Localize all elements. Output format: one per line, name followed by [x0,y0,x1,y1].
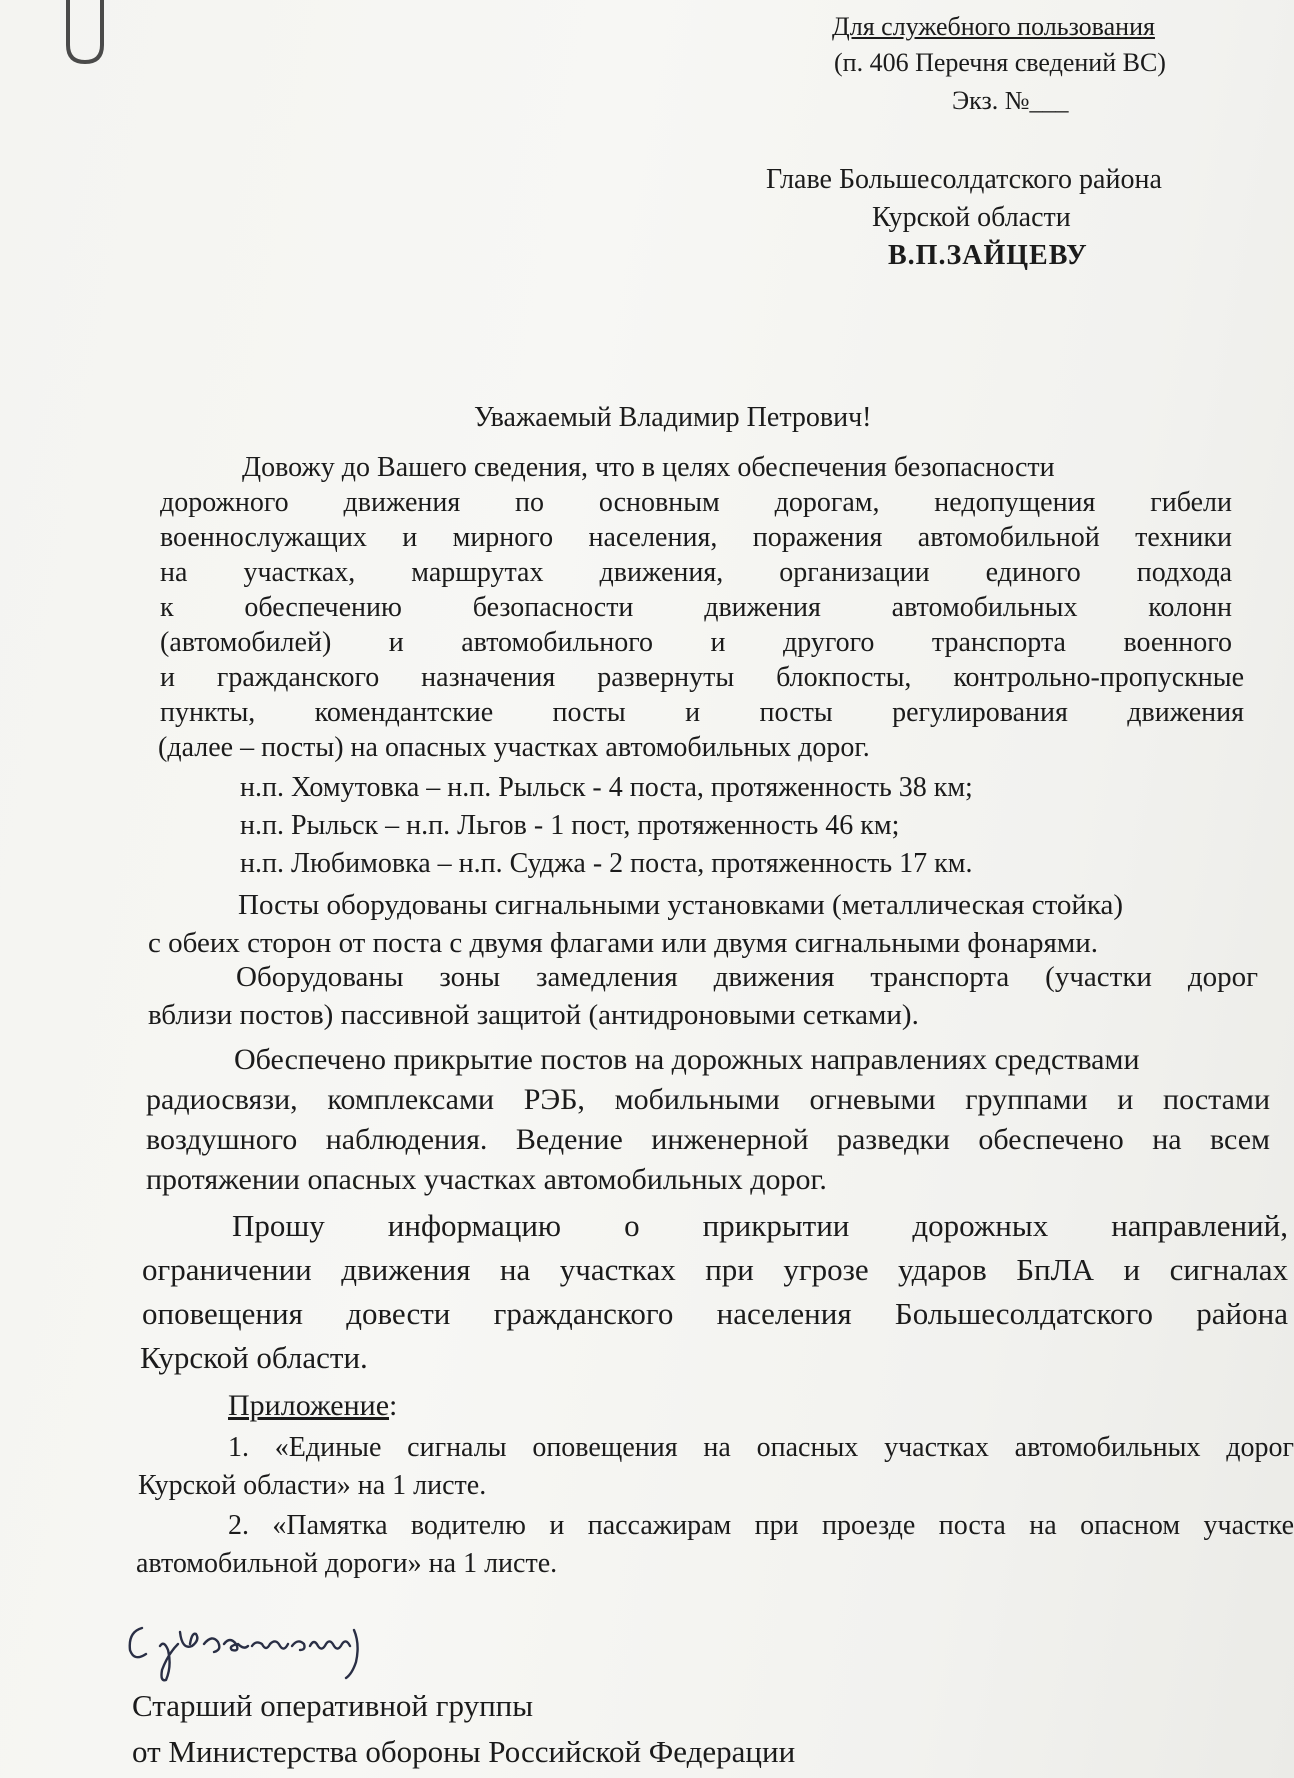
paragraph-1-line: (далее – посты) на опасных участках автомобильных дорог. [158,732,870,763]
paragraph-1-line: дорожного движения по основным дорогам, недопущения гибели [160,487,1232,518]
paragraph-1-line: Довожу до Вашего сведения, что в целях обеспечения безопасности [242,452,1055,483]
attachment-item-line: 1. «Единые сигналы оповещения на опасных участках автомобильных дорог [228,1432,1294,1463]
addressee-name: В.П.ЗАЙЦЕВУ [888,240,1088,271]
classification-reference: (п. 406 Перечня сведений ВС) [834,48,1166,77]
route-item: н.п. Любимовка – н.п. Суджа - 2 поста, протяженность 17 км. [240,848,973,879]
paragraph-4-line: радиосвязи, комплексами РЭБ, мобильными огневыми группами и постами [146,1083,1270,1116]
paragraph-4-line: воздушного наблюдения. Ведение инженерной разведки обеспечено на всем [146,1123,1270,1156]
paragraph-5-line: ограничении движения на участках при угрозе ударов БпЛА и сигналах [142,1252,1288,1287]
paragraph-1-line: пункты, комендантские посты и посты регулирования движения [160,697,1244,728]
paragraph-1-line: на участках, маршрутах движения, организации единого подхода [160,557,1232,588]
copy-number: Экз. №___ [952,86,1069,115]
classification-mark: Для служебного пользования [832,12,1155,41]
signer-organization: от Министерства обороны Российской Федерации [132,1734,796,1769]
attachment-heading-colon: : [389,1389,398,1422]
handwritten-note [120,1610,400,1690]
paragraph-3-line: вблизи постов) пассивной защитой (антидроновыми сетками). [148,999,919,1031]
salutation: Уважаемый Владимир Петрович! [474,402,872,433]
attachment-item-line: 2. «Памятка водителю и пассажирам при проезде поста на опасном участке [228,1510,1294,1541]
paragraph-3-line: Оборудованы зоны замедления движения транспорта (участки дорог [236,961,1258,993]
paragraph-2-line: Посты оборудованы сигнальными установками (металлическая стойка) [238,889,1124,921]
route-item: н.п. Хомутовка – н.п. Рыльск - 4 поста, протяженность 38 км; [240,772,973,803]
attachment-item-line: автомобильной дороги» на 1 листе. [136,1548,558,1579]
paragraph-4-line: Обеспечено прикрытие постов на дорожных направлениях средствами [234,1043,1140,1076]
paper-clip-icon [60,0,110,70]
paragraph-5-line: Прошу информацию о прикрытии дорожных направлений, [232,1208,1288,1243]
addressee-title: Главе Большесолдатского района [766,164,1162,195]
paragraph-5-line: оповещения довести гражданского населения Большесолдатского района [142,1296,1288,1331]
paragraph-5-line: Курской области. [140,1340,368,1375]
paragraph-1-line: (автомобилей) и автомобильного и другого транспорта военного [160,627,1232,658]
addressee-region: Курской области [872,202,1071,233]
attachment-heading-label: Приложение [228,1389,390,1422]
paragraph-4-line: протяжении опасных участках автомобильных дорог. [146,1163,827,1196]
paragraph-1-line: и гражданского назначения развернуты блокпосты, контрольно-пропускные [160,662,1244,693]
attachment-item-line: Курской области» на 1 листе. [138,1470,487,1501]
route-item: н.п. Рыльск – н.п. Льгов - 1 пост, протяженность 46 км; [240,810,900,841]
paragraph-1-line: к обеспечению безопасности движения автомобильных колонн [160,592,1232,623]
signer-title: Старший оперативной группы [132,1688,534,1723]
paragraph-1-line: военнослужащих и мирного населения, поражения автомобильной техники [160,522,1232,553]
attachment-heading [228,1390,397,1421]
paragraph-2-line: с обеих сторон от поста с двумя флагами или двумя сигнальными фонарями. [148,927,1098,959]
